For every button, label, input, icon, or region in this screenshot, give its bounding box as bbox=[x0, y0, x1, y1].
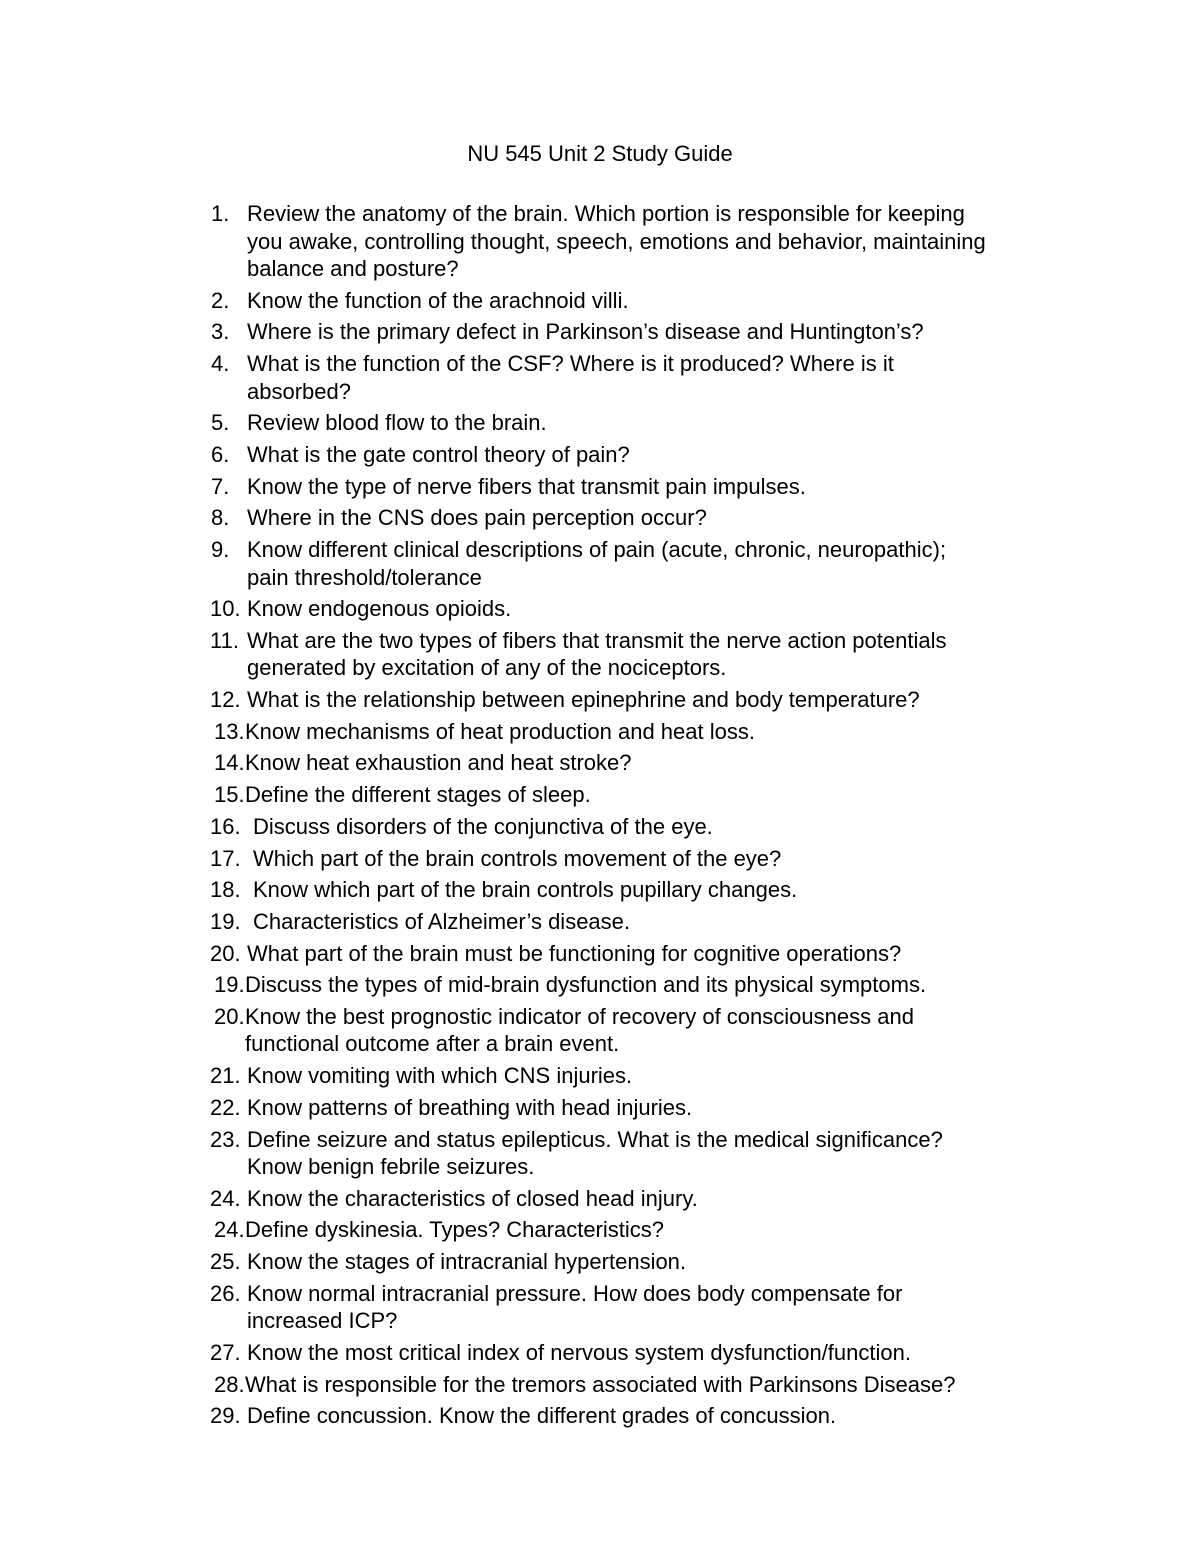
list-item bbox=[0, 845, 1200, 873]
list-item bbox=[0, 971, 1200, 999]
list-item bbox=[0, 749, 1200, 777]
item-text: Know patterns of breathing with head injuries. bbox=[247, 1094, 693, 1120]
item-number: 28. bbox=[214, 1371, 245, 1397]
list-item bbox=[0, 1216, 1200, 1244]
list-item bbox=[0, 876, 1200, 904]
list-item bbox=[0, 1062, 1200, 1090]
list-item bbox=[0, 595, 1200, 623]
item-number: 2. bbox=[211, 287, 230, 313]
item-text: Know endogenous opioids. bbox=[247, 596, 512, 622]
list-item bbox=[0, 200, 1200, 283]
item-number: 20. bbox=[210, 940, 241, 966]
item-number: 22. bbox=[210, 1094, 241, 1120]
list-item bbox=[0, 1371, 1200, 1399]
item-text: What is responsible for the tremors associated with Parkinsons Disease? bbox=[245, 1371, 956, 1397]
item-text: Know mechanisms of heat production and heat loss. bbox=[245, 718, 755, 744]
item-text: Know the stages of intracranial hypertension. bbox=[247, 1249, 687, 1275]
item-text: What part of the brain must be functioning for cognitive operations? bbox=[247, 940, 902, 966]
item-text: Know the type of nerve fibers that transmit pain impulses. bbox=[247, 473, 806, 499]
item-text: Characteristics of Alzheimer’s disease. bbox=[253, 908, 631, 934]
item-text: Define dyskinesia. Types? Characteristics? bbox=[245, 1217, 665, 1243]
item-text: Review the anatomy of the brain. Which portion is responsible for keeping you awake, controlling thought, speech, emotions and behavior, maintaining balance and posture? bbox=[247, 201, 986, 281]
item-number: 6. bbox=[211, 441, 230, 467]
item-text: Where in the CNS does pain perception occur? bbox=[247, 505, 707, 531]
item-number: 27. bbox=[210, 1339, 241, 1365]
item-number: 19. bbox=[214, 972, 245, 998]
list-item bbox=[0, 1402, 1200, 1430]
item-number: 21. bbox=[210, 1063, 241, 1089]
list-item bbox=[0, 287, 1200, 315]
item-text: Know heat exhaustion and heat stroke? bbox=[245, 750, 632, 776]
item-number: 7. bbox=[211, 473, 230, 499]
item-number: 9. bbox=[211, 537, 230, 562]
item-number: 14. bbox=[214, 750, 245, 776]
item-number: 17. bbox=[210, 845, 241, 871]
item-text: Know the function of the arachnoid villi. bbox=[247, 287, 629, 313]
list-item bbox=[0, 908, 1200, 936]
list-item bbox=[0, 718, 1200, 746]
item-number: 15. bbox=[214, 782, 245, 808]
item-number: 11. bbox=[210, 627, 239, 653]
list-item bbox=[0, 1280, 1200, 1335]
list-item bbox=[0, 781, 1200, 809]
item-number: 1. bbox=[211, 201, 230, 226]
list-item bbox=[0, 686, 1200, 714]
item-text: Which part of the brain controls movement of the eye? bbox=[253, 845, 782, 871]
item-text: Review blood flow to the brain. bbox=[247, 410, 547, 436]
item-number: 5. bbox=[211, 410, 230, 436]
item-text: Know normal intracranial pressure. How does body compensate for increased ICP? bbox=[247, 1280, 903, 1334]
list-item bbox=[0, 1094, 1200, 1122]
list-item bbox=[0, 536, 1200, 591]
list-item bbox=[0, 409, 1200, 437]
page-title: NU 545 Unit 2 Study Guide bbox=[467, 141, 733, 166]
item-number: 4. bbox=[211, 351, 230, 377]
item-number: 3. bbox=[211, 319, 230, 345]
item-text: What is the gate control theory of pain? bbox=[247, 441, 630, 467]
item-text: What are the two types of fibers that transmit the nerve action potentials generated by excitation of any of the nociceptors. bbox=[247, 627, 947, 681]
item-text: Know the most critical index of nervous system dysfunction/function. bbox=[247, 1339, 911, 1365]
list-item bbox=[0, 813, 1200, 841]
item-number: 16. bbox=[210, 813, 241, 839]
study-question-list bbox=[0, 200, 1200, 1434]
item-text: Define seizure and status epilepticus. What is the medical significance? Know benign febrile seizures. bbox=[247, 1126, 943, 1179]
item-number: 8. bbox=[211, 505, 230, 531]
item-number: 23. bbox=[210, 1126, 241, 1152]
list-item bbox=[0, 473, 1200, 501]
item-text: What is the function of the CSF? Where is it produced? Where is it absorbed? bbox=[247, 351, 894, 404]
item-text: Know vomiting with which CNS injuries. bbox=[247, 1063, 633, 1089]
list-item bbox=[0, 1126, 1200, 1181]
list-item bbox=[0, 627, 1200, 682]
item-text: Define the different stages of sleep. bbox=[245, 782, 591, 808]
item-number: 12. bbox=[210, 687, 241, 713]
item-text: Know the characteristics of closed head injury. bbox=[247, 1185, 698, 1211]
item-number: 19. bbox=[210, 908, 241, 934]
list-item bbox=[0, 504, 1200, 532]
list-item bbox=[0, 1003, 1200, 1058]
item-number: 29. bbox=[210, 1403, 241, 1429]
item-text: Know different clinical descriptions of pain (acute, chronic, neuropathic); pain threshold/tolerance bbox=[247, 537, 947, 590]
list-item bbox=[0, 318, 1200, 346]
item-number: 10. bbox=[210, 596, 241, 622]
item-number: 26. bbox=[210, 1280, 241, 1306]
item-text: Know which part of the brain controls pupillary changes. bbox=[253, 877, 798, 903]
list-item bbox=[0, 350, 1200, 405]
item-text: Discuss the types of mid-brain dysfunction and its physical symptoms. bbox=[245, 972, 927, 998]
item-number: 24. bbox=[214, 1217, 245, 1243]
list-item bbox=[0, 1185, 1200, 1213]
item-text: What is the relationship between epinephrine and body temperature? bbox=[247, 687, 920, 713]
list-item bbox=[0, 1248, 1200, 1276]
item-text: Discuss disorders of the conjunctiva of the eye. bbox=[253, 813, 713, 839]
list-item bbox=[0, 1339, 1200, 1367]
item-number: 25. bbox=[210, 1249, 241, 1275]
item-number: 18. bbox=[210, 877, 241, 903]
item-text: Know the best prognostic indicator of recovery of consciousness and functional outcome after a brain event. bbox=[245, 1003, 914, 1057]
list-item bbox=[0, 940, 1200, 968]
item-number: 24. bbox=[210, 1185, 241, 1211]
list-item bbox=[0, 441, 1200, 469]
item-text: Define concussion. Know the different grades of concussion. bbox=[247, 1403, 837, 1429]
item-text: Where is the primary defect in Parkinson’s disease and Huntington’s? bbox=[247, 319, 924, 345]
item-number: 20. bbox=[214, 1003, 245, 1029]
item-number: 13. bbox=[214, 718, 245, 744]
